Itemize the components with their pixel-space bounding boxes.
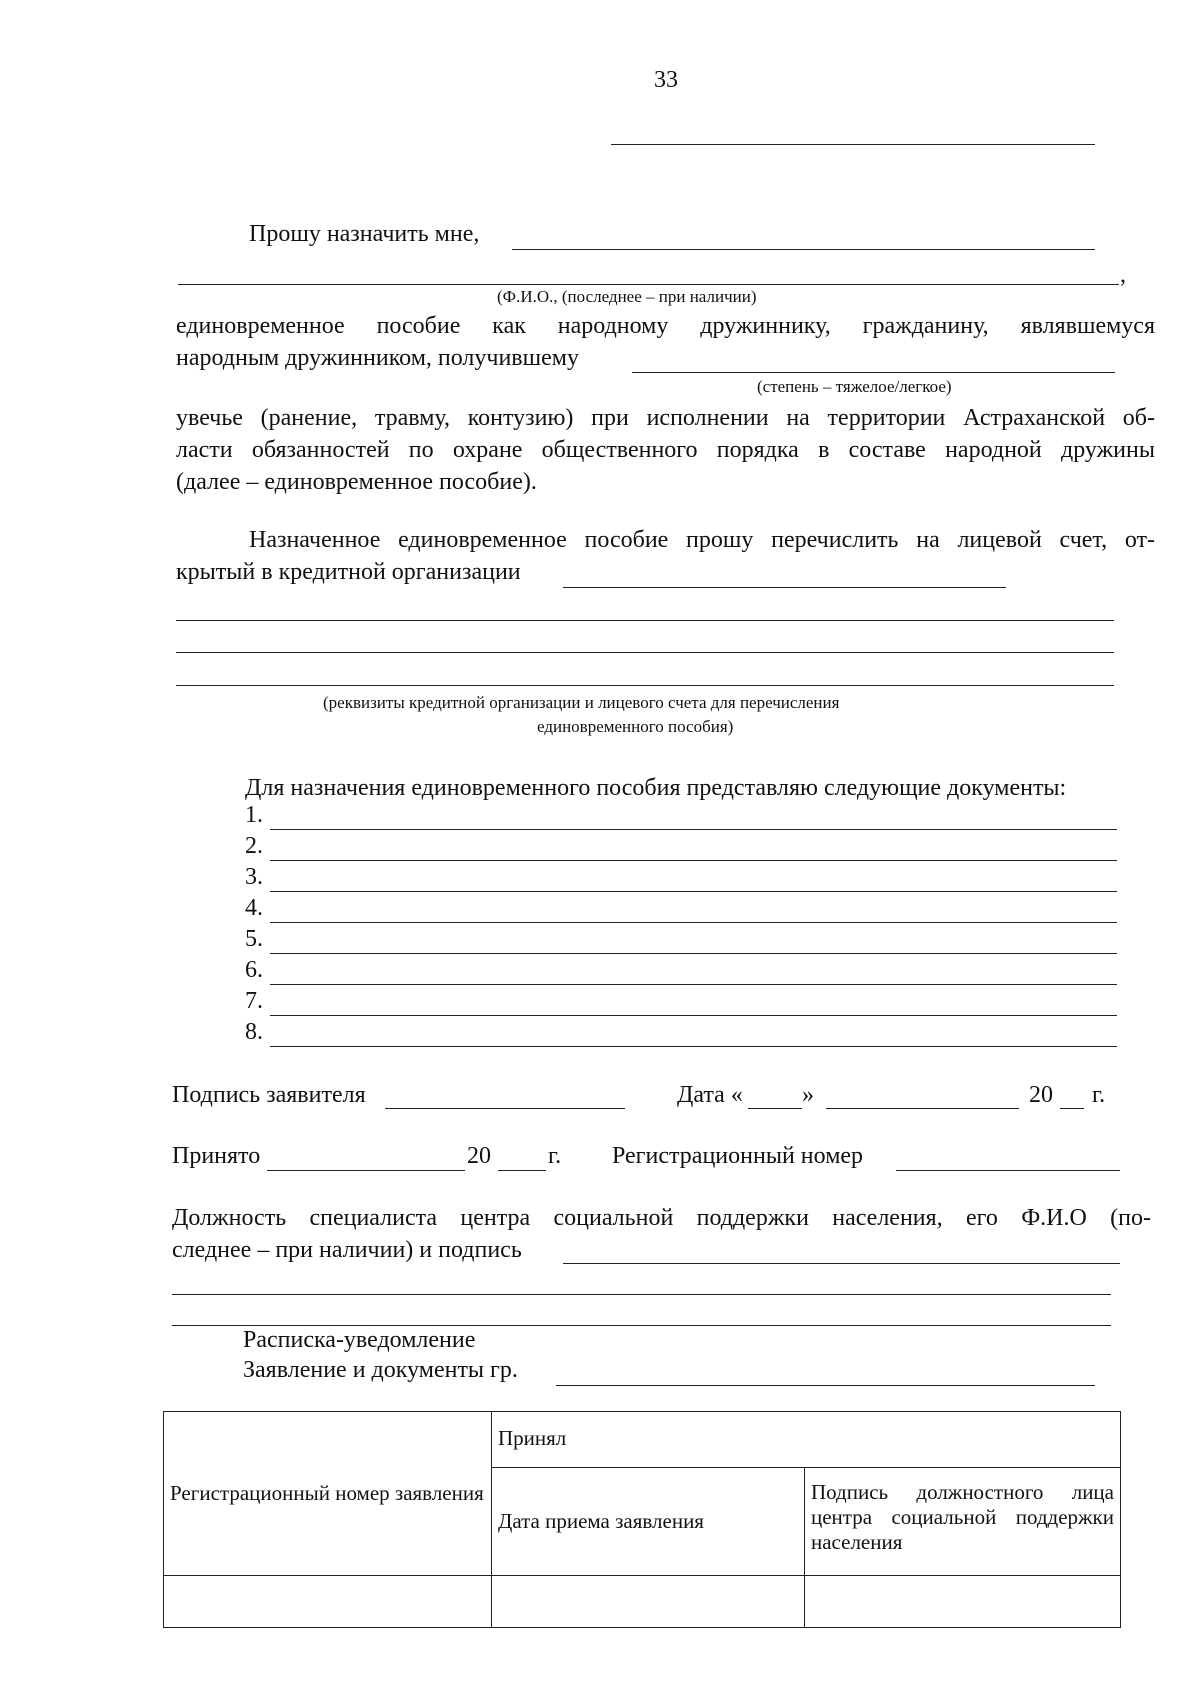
- date-month-line[interactable]: [826, 1108, 1019, 1109]
- accepted-header: [492, 1412, 1121, 1468]
- date-header-text: Дата приема заявления: [498, 1509, 704, 1533]
- request-lead: Прошу назначить мне,: [249, 221, 480, 247]
- accepted-header-text: Принял: [498, 1426, 567, 1450]
- date-cell[interactable]: [492, 1576, 805, 1628]
- document-item-3-line[interactable]: [270, 891, 1117, 892]
- degree-field-line[interactable]: [632, 372, 1115, 373]
- receipt-title: Расписка-уведомление: [243, 1327, 476, 1353]
- injury-line-2: ласти обязанностей по охране общественного порядка в составе народной дружины: [176, 437, 1155, 463]
- document-item-7-line[interactable]: [270, 1015, 1117, 1016]
- document-item-1: 1.: [245, 802, 263, 828]
- specialist-line-2: следнее – при наличии) и подпись: [172, 1237, 522, 1263]
- bank-caption-1: (реквизиты кредитной организации и лицевого счета для перечисления: [323, 693, 840, 712]
- bank-field-line-4[interactable]: [176, 685, 1114, 686]
- fio-caption: (Ф.И.О., (последнее – при наличии): [497, 287, 757, 306]
- accepted-year-line[interactable]: [498, 1170, 546, 1171]
- bank-field-line-2[interactable]: [176, 620, 1114, 621]
- receipt-table: [163, 1411, 1121, 1628]
- reg-number-header: [164, 1412, 492, 1576]
- year-prefix: 20: [1029, 1082, 1053, 1108]
- applicant-signature-label: Подпись заявителя: [172, 1082, 366, 1108]
- document-item-4: 4.: [245, 895, 263, 921]
- accepted-year-suffix: г.: [548, 1143, 562, 1169]
- specialist-field-line-2[interactable]: [172, 1294, 1111, 1295]
- accepted-label: Принято: [172, 1143, 261, 1169]
- document-item-2-line[interactable]: [270, 860, 1117, 861]
- injury-line-1: увечье (ранение, травму, контузию) при исполнении на территории Астраханской об-: [176, 405, 1155, 431]
- degree-caption: (степень – тяжелое/легкое): [757, 377, 952, 396]
- date-year-line[interactable]: [1060, 1108, 1084, 1109]
- official-signature-cell[interactable]: [805, 1576, 1121, 1628]
- name-field-line-2[interactable]: [178, 284, 1119, 285]
- date-day-line[interactable]: [748, 1108, 802, 1109]
- benefit-line-1: единовременное пособие как народному дружиннику, гражданину, являвшемуся: [176, 313, 1155, 339]
- accepted-date-line[interactable]: [267, 1170, 465, 1171]
- benefit-line-2: народным дружинником, получившему: [176, 345, 579, 371]
- date-header: [492, 1468, 805, 1576]
- reg-number-cell[interactable]: [164, 1576, 492, 1628]
- accepted-year-prefix: 20: [467, 1143, 491, 1169]
- date-label: Дата «: [677, 1082, 743, 1108]
- registration-number-line[interactable]: [896, 1170, 1120, 1171]
- specialist-line-1: Должность специалиста центра социальной поддержки населения, его Ф.И.О (по-: [172, 1205, 1151, 1231]
- bank-field-line-3[interactable]: [176, 652, 1114, 653]
- injury-line-3: (далее – единовременное пособие).: [176, 469, 537, 495]
- receipt-docs-label: Заявление и документы гр.: [243, 1357, 518, 1383]
- document-item-8-line[interactable]: [270, 1046, 1117, 1047]
- header-blank-line: [611, 144, 1095, 145]
- document-item-3: 3.: [245, 864, 263, 890]
- document-item-6-line[interactable]: [270, 984, 1117, 985]
- specialist-field-line-3[interactable]: [172, 1325, 1111, 1326]
- official-signature-header: [805, 1468, 1121, 1576]
- page-number: 33: [654, 67, 678, 93]
- document-item-4-line[interactable]: [270, 922, 1117, 923]
- year-suffix: г.: [1092, 1082, 1106, 1108]
- bank-field-line-1[interactable]: [563, 587, 1006, 588]
- comma: ,: [1120, 262, 1126, 288]
- reg-number-header-text: Регистрационный номер заявления: [170, 1481, 484, 1505]
- document-item-5: 5.: [245, 926, 263, 952]
- receipt-citizen-line[interactable]: [556, 1385, 1095, 1386]
- date-close-quote: »: [802, 1082, 814, 1108]
- registration-number-label: Регистрационный номер: [612, 1143, 864, 1169]
- name-field-line-1[interactable]: [512, 249, 1095, 250]
- documents-intro: Для назначения единовременного пособия представляю следующие документы:: [245, 775, 1067, 801]
- specialist-field-line-1[interactable]: [563, 1263, 1120, 1264]
- document-item-5-line[interactable]: [270, 953, 1117, 954]
- official-signature-header-text: Подпись должностного лица центра социальной поддержки населения: [811, 1480, 1114, 1554]
- applicant-signature-line[interactable]: [385, 1108, 625, 1109]
- bank-caption-2: единовременного пособия): [537, 717, 734, 736]
- transfer-line-1: Назначенное единовременное пособие прошу перечислить на лицевой счет, от-: [249, 527, 1155, 553]
- document-item-6: 6.: [245, 957, 263, 983]
- document-item-2: 2.: [245, 833, 263, 859]
- document-item-7: 7.: [245, 988, 263, 1014]
- document-item-1-line[interactable]: [270, 829, 1117, 830]
- document-item-8: 8.: [245, 1019, 263, 1045]
- transfer-line-2: крытый в кредитной организации: [176, 559, 521, 585]
